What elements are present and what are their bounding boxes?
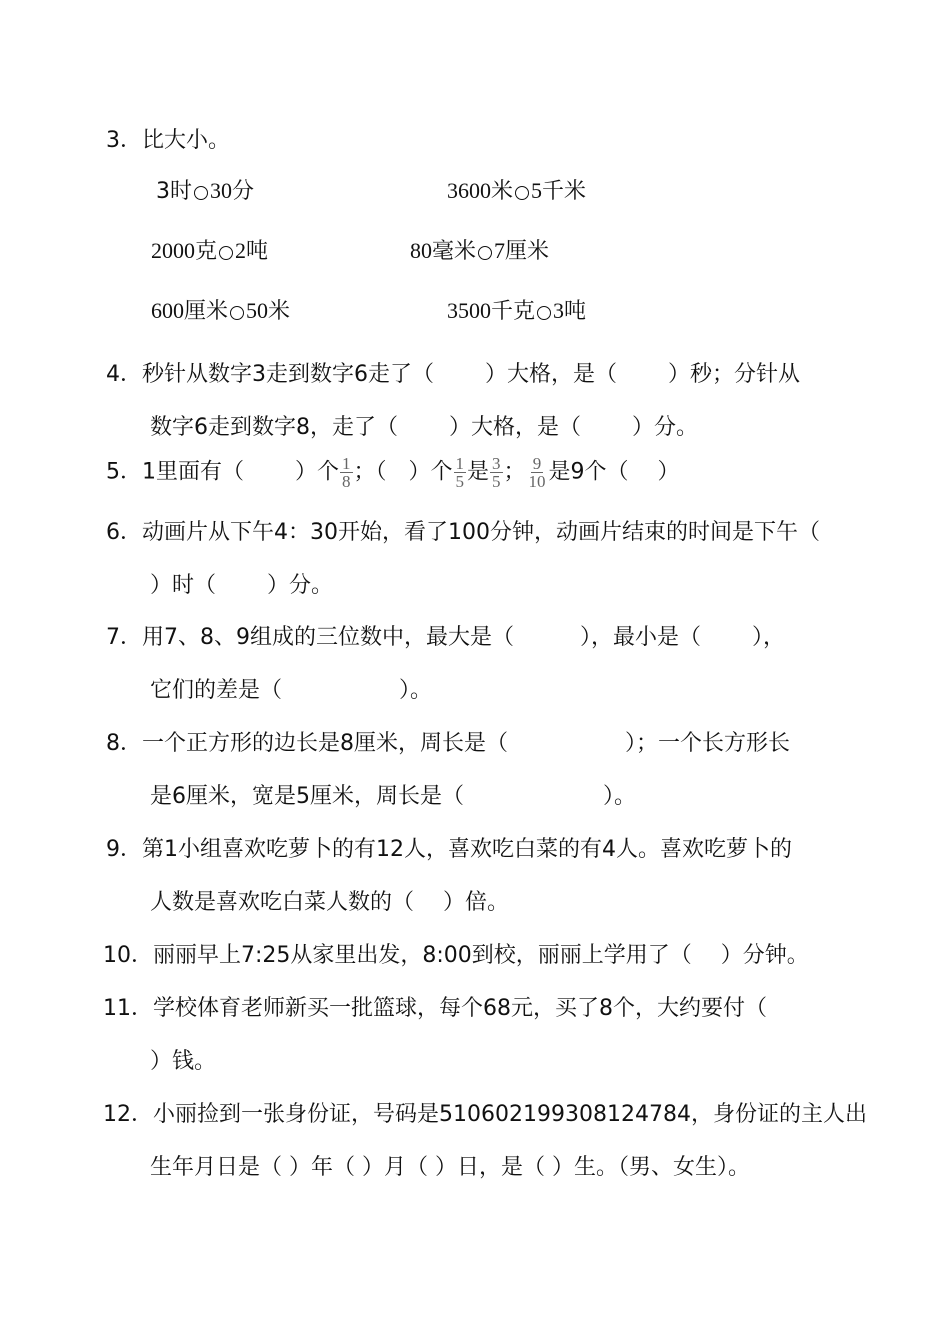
question-6-line-1: 6．动画片从下午4：30开始，看了100分钟，动画片结束的时间是下午（ [106,520,820,545]
compare-right: 30分 [210,178,255,203]
compare-right: 3吨 [553,298,587,323]
compare-item-4 [410,236,549,266]
compare-circle-icon [537,306,551,320]
question-11-line-2: ）钱。 [150,1049,217,1074]
fraction-one-eighth [340,455,353,490]
question-4-line-2: 数字6走到数字8，走了（ ）大格，是（ ）分。 [150,415,698,440]
compare-left: 3600米 [447,178,514,203]
compare-circle-icon [230,306,244,320]
compare-item-2 [447,176,586,206]
question-9-line-1: 9．第1小组喜欢吃萝卜的有12人，喜欢吃白菜的有4人。喜欢吃萝卜的 [106,837,792,862]
fraction-denominator: 5 [455,472,465,491]
compare-right: 50米 [246,298,291,323]
question-8-line-2: 是6厘米，宽是5厘米，周长是（ ）。 [150,784,636,809]
question-3-title: 3．比大小。 [106,128,230,153]
q5-text-5: 是9个（ ） [548,459,680,485]
q5-text-1: 5．1里面有（ ）个 [106,459,339,485]
compare-circle-icon [478,246,492,260]
compare-left: 3500千克 [447,298,536,323]
question-10-line-1: 10．丽丽早上7:25从家里出发，8:00到校，丽丽上学用了（ ）分钟。 [103,943,809,968]
fraction-numerator: 1 [455,454,465,473]
question-8-line-1: 8．一个正方形的边长是8厘米，周长是（ ）；一个长方形长 [106,731,790,756]
question-12-line-2: 生年月日是（ ）年（ ）月（ ）日，是（ ）生。（男、女生）。 [150,1155,750,1180]
fraction-numerator: 3 [492,454,501,473]
compare-left: 80毫米 [410,238,477,263]
fraction-nine-tenths [527,455,548,490]
compare-item-6 [447,296,586,326]
compare-item-1 [156,176,254,207]
fraction-three-fifths [490,455,503,490]
fraction-denominator: 10 [528,472,546,491]
question-11-line-1: 11．学校体育老师新买一批篮球，每个68元，买了8个，大约要付（ [103,996,767,1021]
compare-left: 600厘米 [151,298,229,323]
compare-circle-icon [515,186,529,200]
fraction-one-fifth [454,455,467,490]
question-7-line-2: 它们的差是（ ）。 [150,678,432,703]
fraction-denominator: 8 [342,472,351,491]
fraction-numerator: 9 [532,454,542,473]
compare-left: 2000克 [151,238,218,263]
q5-text-3: 是 [467,459,490,485]
question-4-line-1: 4．秒针从数字3走到数字6走了（ ）大格，是（ ）秒；分针从 [106,362,800,387]
compare-circle-icon [219,246,233,260]
compare-left: 3时 [156,179,192,204]
question-9-line-2: 人数是喜欢吃白菜人数的（ ）倍。 [150,890,509,915]
q5-text-4: ； [503,459,526,485]
question-12-line-1: 12．小丽捡到一张身份证，号码是510602199308124784，身份证的主人出 [103,1102,867,1127]
compare-item-5 [151,296,290,326]
question-6-line-2: ）时（ ）分。 [150,573,333,598]
fraction-numerator: 1 [342,454,351,473]
compare-right: 5千米 [531,178,587,203]
question-7-line-1: 7．用7、8、9组成的三位数中，最大是（ ），最小是（ ）， [106,625,785,650]
q5-text-2: ；（ ）个 [353,459,453,485]
question-5-line [106,455,680,490]
compare-circle-icon [194,186,208,200]
fraction-denominator: 5 [492,472,501,491]
compare-right: 7厘米 [494,238,550,263]
compare-right: 2吨 [235,238,269,263]
compare-item-3 [151,236,268,266]
